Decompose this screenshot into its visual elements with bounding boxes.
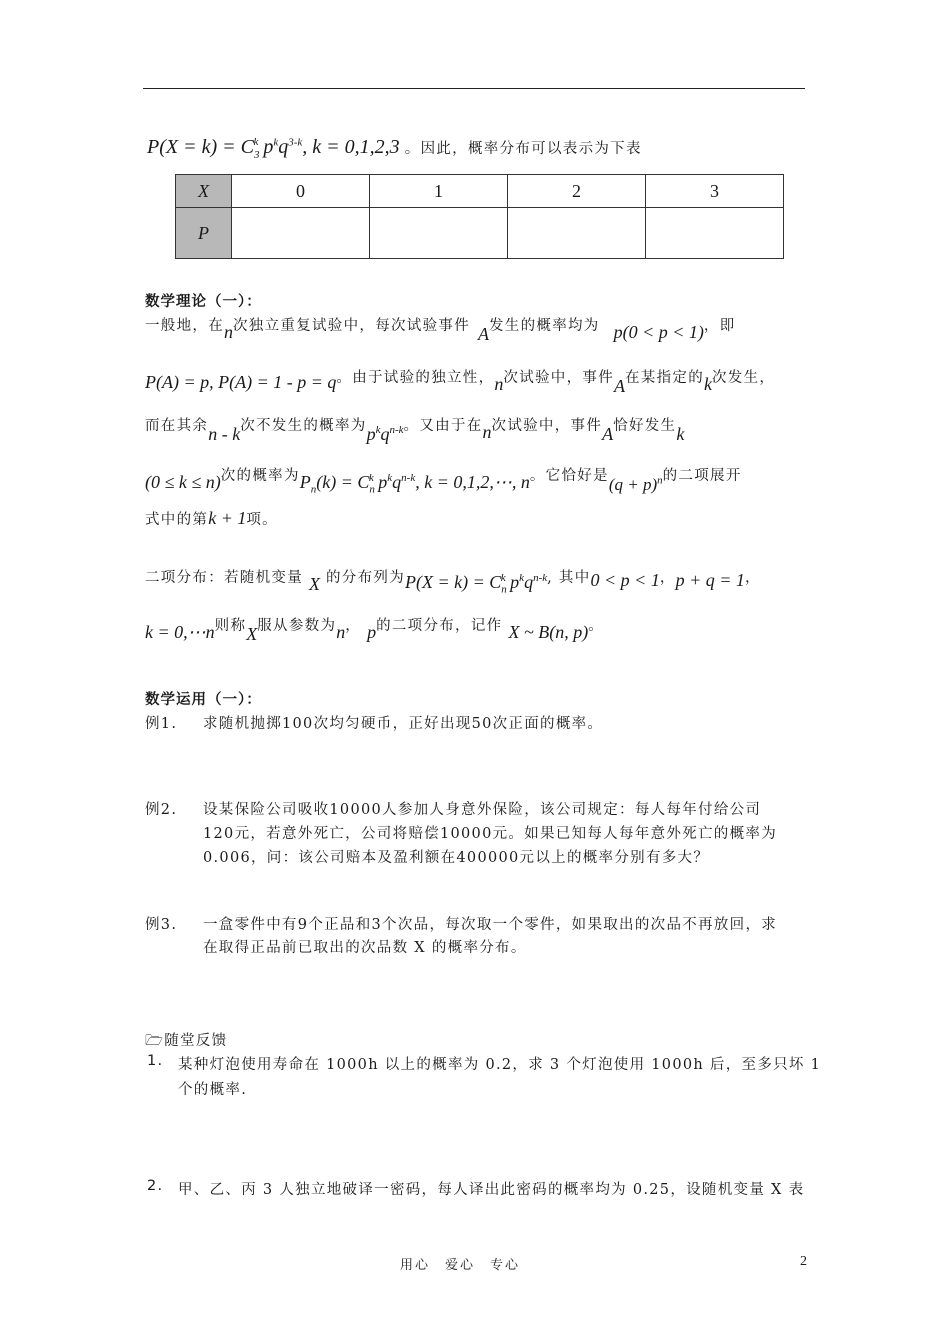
- example-1-text: 求随机抛掷100次均匀硬币，正好出现50次正面的概率。: [203, 716, 604, 732]
- theory-line-1: 一般地，在n次独立重复试验中，每次试验事件 A发生的概率均为 p(0 < p < 1)，即: [145, 318, 736, 344]
- theory-line-3: 而在其余n - k次不发生的概率为$p^kq^{n-k}$。又由于在n次试验中，事件A恰好发生k: [145, 418, 685, 444]
- example-3-line-1: 一盒零件中有9个正品和3个次品，每次取一个零件，如果取出的次品不再放回，求: [203, 917, 778, 933]
- distribution-table: [175, 174, 784, 259]
- theory-line-4: (0 ≤ k ≤ n)次的概率为$P_n(k) = C_n^k$ $p^kq^{n-k}$, k = 0,1,2,⋯, n。它恰好是$(q + p)^n$的二项展开: [145, 468, 742, 496]
- table-col-3: 3: [646, 175, 784, 208]
- binomial-line-2: k = 0,⋯n则称X服从参数为n， p的二项分布，记作 X ~ B(n, p)。: [145, 618, 604, 644]
- exercise-1-line-2: 个的概率.: [178, 1082, 248, 1098]
- binomial-line-1: 二项分布：若随机变量 X 的分布列为$P(X = k) = C_n^k$ $p^kq^{n-k}$, 其中0 < p < 1，p + q = 1，: [145, 570, 761, 596]
- header-rule: [143, 88, 805, 89]
- example-3-label: 例3.: [145, 917, 178, 933]
- section-title-application: 数学运用（一）：: [145, 691, 262, 708]
- theory-line-5: 式中的第k + 1项。: [145, 508, 278, 528]
- example-2-line-2: 120元，若意外死亡，公司将赔偿10000元。如果已知每人每年意外死亡的概率为: [203, 826, 777, 842]
- table-cell: [508, 208, 646, 259]
- table-head-x: X: [176, 175, 232, 208]
- table-col-1: 1: [370, 175, 508, 208]
- feedback-title: 🗁随堂反馈: [145, 1033, 228, 1049]
- example-2-line-1: 设某保险公司吸收10000人参加人身意外保险，该公司规定：每人每年付给公司: [203, 802, 762, 818]
- table-cell: [646, 208, 784, 259]
- exercise-1-line-1: 某种灯泡使用寿命在 1000h 以上的概率为 0.2，求 3 个灯泡使用 1000h 后，至多只坏 1: [178, 1057, 822, 1073]
- exercise-1-label: 1.: [147, 1053, 164, 1069]
- page-number: 2: [800, 1254, 807, 1269]
- section-title-theory: 数学理论（一）：: [145, 293, 262, 310]
- table-head-p: P: [176, 208, 232, 259]
- table-cell: [232, 208, 370, 259]
- example-3-line-2: 在取得正品前已取出的次品数 X 的概率分布。: [203, 940, 527, 956]
- footer-motto: 用心 爱心 专心: [400, 1258, 521, 1273]
- exercise-2-label: 2.: [147, 1178, 164, 1194]
- table-col-0: 0: [232, 175, 370, 208]
- exercise-2-line-1: 甲、乙、丙 3 人独立地破译一密码，每人译出此密码的概率均为 0.25，设随机变量 X 表: [178, 1182, 805, 1198]
- formula: $P(X = k) = C_3^k$ $p^kq^{3-k}$, k = 0,1,2,3: [147, 136, 400, 161]
- example-2-label: 例2.: [145, 802, 178, 818]
- example-2-line-3: 0.006，问：该公司赔本及盈利额在400000元以上的概率分别有多大？: [203, 850, 710, 866]
- table-col-2: 2: [508, 175, 646, 208]
- theory-line-2: P(A) = p, P(A) = 1 - p = q。由于试验的独立性，n次试验中，事件A在某指定的k次发生，: [145, 370, 776, 396]
- table-cell: [370, 208, 508, 259]
- example-1-label: 例1.: [145, 716, 178, 732]
- formula-caption: 。因此，概率分布可以表示为下表: [404, 141, 642, 157]
- formula-line-top: [147, 136, 642, 161]
